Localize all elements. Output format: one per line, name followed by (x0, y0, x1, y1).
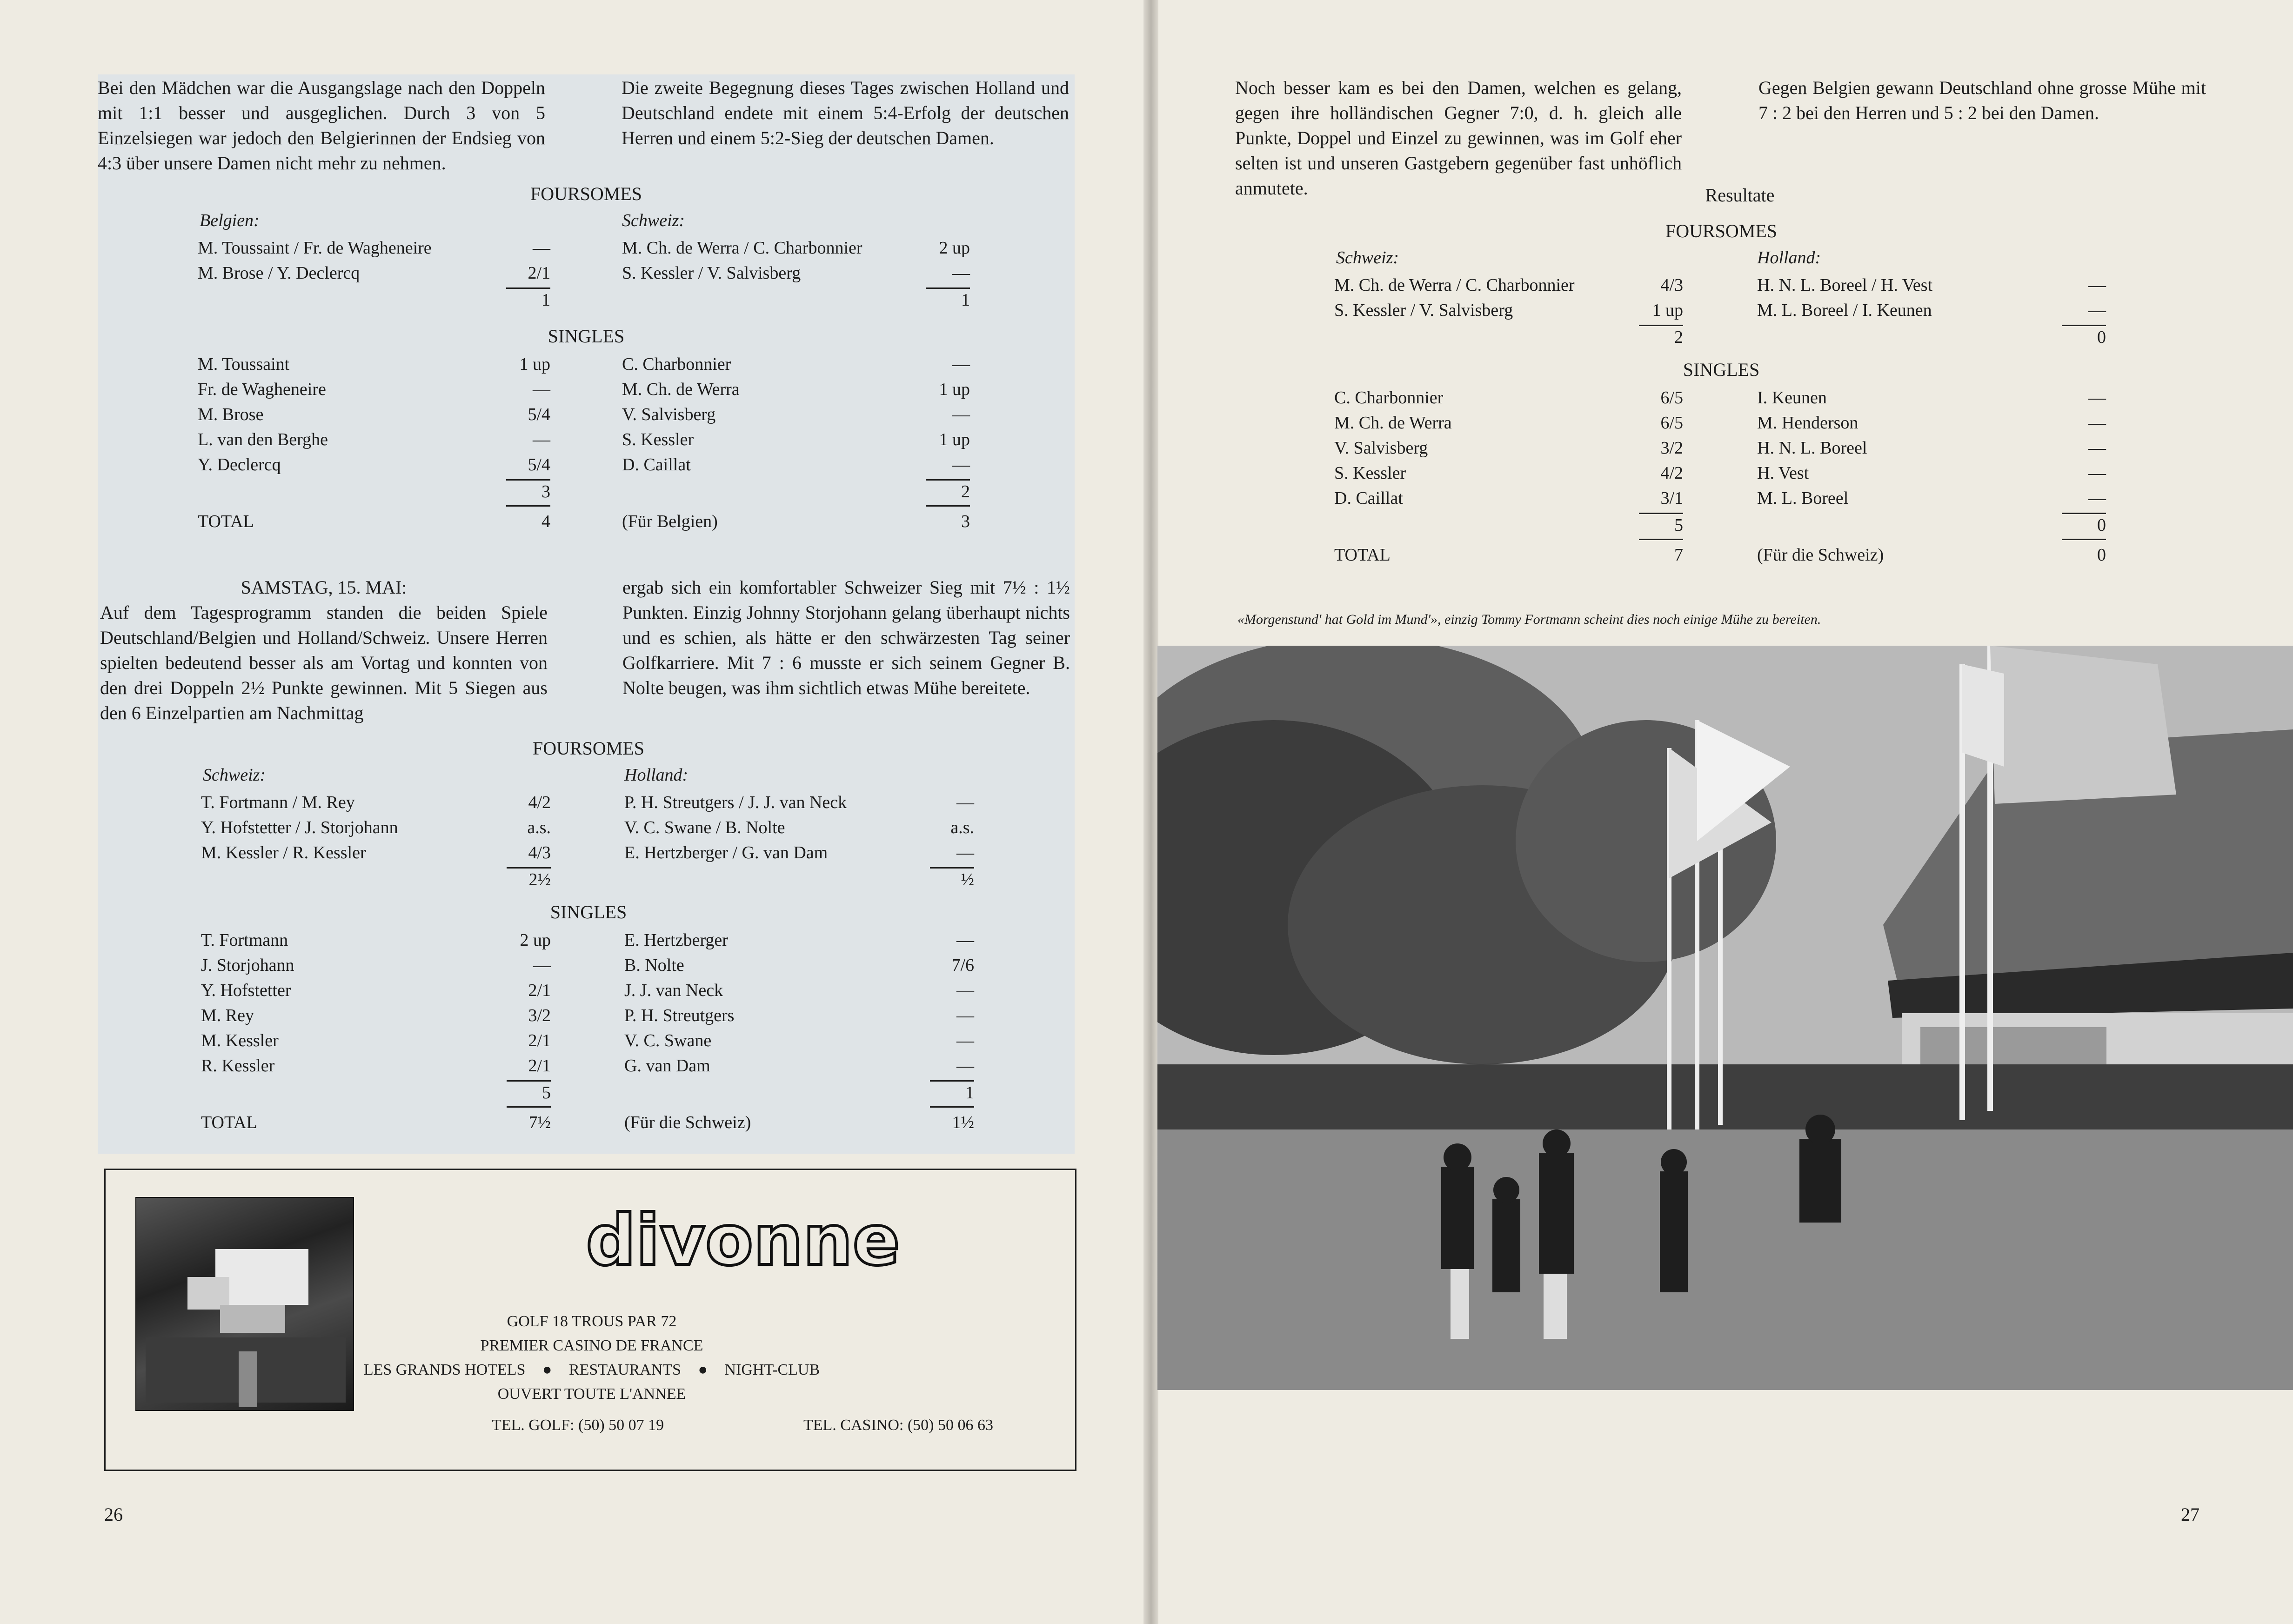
foursome-row-a (198, 261, 550, 286)
match-result: 2/1 (528, 1056, 551, 1076)
single-row-a (198, 452, 550, 477)
player-name: D. Caillat (622, 455, 691, 475)
single-row-b (622, 352, 970, 377)
total-value: 7½ (528, 1113, 551, 1132)
match-result: 6/5 (1660, 388, 1683, 408)
match-result: — (952, 455, 970, 475)
player-name: V. Salvisberg (1334, 438, 1428, 458)
team-b-label: Holland: (1757, 248, 1821, 267)
sum-value: 1 (961, 290, 970, 310)
sum-value: ½ (961, 870, 974, 889)
divonne-logo (580, 1188, 906, 1290)
match-result: — (533, 430, 550, 449)
foursome-row-a (1334, 298, 1683, 323)
match-result: — (2088, 488, 2106, 508)
player-name: Y. Declercq (198, 455, 281, 475)
intro-paragraph-girls: Bei den Mädchen war die Ausgangslage nach den Doppeln mit 1:1 besser und ausgeglichen. Durch 3 von 5 Einzelsiegen war jedoch den Belgierinnen der Endsieg von 4:3 über unsere Damen nicht mehr zu nehmen. (98, 77, 545, 174)
match-result: 2/1 (528, 1031, 551, 1050)
match-result: — (2088, 388, 2106, 408)
book-gutter (1143, 0, 1158, 1624)
single-row-a (201, 953, 551, 978)
match-result: — (952, 405, 970, 424)
match-result: — (533, 956, 551, 975)
match-result: 4/2 (1660, 463, 1683, 483)
sum-value: 5 (1674, 515, 1683, 535)
player-pair: E. Hertzberger / G. van Dam (624, 843, 828, 862)
single-row-a (198, 402, 550, 427)
single-row-a (1334, 461, 1683, 486)
single-row-b (622, 377, 970, 402)
divonne-advertisement (104, 1169, 1076, 1471)
match-result: — (956, 843, 974, 862)
foursomes-sum-b (1757, 325, 2106, 350)
single-row-b (1757, 486, 2106, 511)
total-label: TOTAL (201, 1113, 257, 1132)
match-result: — (956, 981, 974, 1000)
foursome-row-b (624, 815, 974, 840)
total-row-b (622, 509, 970, 534)
samstag-paragraph: Auf dem Tagesprogramm standen die beiden Spiele Deutschland/Belgien und Holland/Schweiz. Unsere Herren spielten bedeutend besser als am Vortag und konnten von den drei Doppeln 2½ Punkte gewinnen. Mit 5 Siegen aus den 6 Einzelpartien am Nachmittag (100, 602, 548, 723)
match-result: a.s. (527, 818, 551, 837)
ad-feature-hotels: LES GRANDS HOTELS (363, 1361, 526, 1378)
resultate-heading: Resultate (1705, 185, 1775, 206)
player-pair: H. N. L. Boreel / H. Vest (1757, 275, 1933, 295)
foursome-row-a (198, 235, 550, 261)
match-result: 4/2 (528, 793, 551, 812)
foursome-row-b (622, 235, 970, 261)
sum-value: 0 (2097, 515, 2106, 535)
total-value: 4 (541, 512, 550, 531)
team-a-label: Schweiz: (203, 765, 266, 785)
match-result: 1 up (939, 430, 970, 449)
single-row-b (622, 452, 970, 477)
player-name: M. Brose (198, 405, 264, 424)
player-pair: S. Kessler / V. Salvisberg (1334, 301, 1513, 320)
match-result: — (2088, 438, 2106, 458)
player-name: M. Ch. de Werra (1334, 413, 1452, 433)
single-row-a (201, 928, 551, 953)
intro-paragraph-second-match: Die zweite Begegnung dieses Tages zwischen Holland und Deutschland endete mit einem 5:4-Erfolg der deutschen Herren und einem 5:2-Sieg der deutschen Damen. (622, 77, 1069, 148)
total-label: TOTAL (198, 512, 254, 531)
sum-value: 2½ (528, 870, 551, 889)
foursomes-heading: FOURSOMES (530, 183, 642, 204)
single-row-a (1334, 435, 1683, 461)
player-name: M. Henderson (1757, 413, 1858, 433)
sum-value: 0 (2097, 327, 2106, 347)
match-result: 1 up (519, 354, 550, 374)
samstag-heading: SAMSTAG, 15. MAI: (241, 577, 407, 598)
match-result: 5/4 (528, 455, 550, 475)
match-result: 2 up (520, 930, 551, 950)
total-note: (Für die Schweiz) (624, 1113, 751, 1132)
match-result: — (956, 793, 974, 812)
single-row-a (201, 1053, 551, 1078)
player-name: D. Caillat (1334, 488, 1403, 508)
ad-feature-restaurants: RESTAURANTS (568, 1361, 681, 1378)
total-note: (Für Belgien) (622, 512, 718, 531)
foursomes-heading: FOURSOMES (532, 738, 645, 759)
sum-value: 5 (542, 1083, 551, 1103)
player-name: H. Vest (1757, 463, 1809, 483)
match-result: 4/3 (528, 843, 551, 862)
player-name: E. Hertzberger (624, 930, 728, 950)
sum-value: 2 (1674, 327, 1683, 347)
player-name: M. L. Boreel (1757, 488, 1849, 508)
total-row-b (624, 1110, 974, 1135)
total-rule-b (2062, 539, 2106, 540)
total-value: 0 (2097, 545, 2106, 565)
singles-sum-b (622, 479, 970, 504)
single-row-a (201, 1003, 551, 1028)
single-row-b (624, 1028, 974, 1053)
foursome-row-a (201, 790, 551, 815)
match-result: — (956, 1056, 974, 1076)
player-pair: M. Toussaint / Fr. de Wagheneire (198, 238, 432, 258)
singles-sum-b (1757, 513, 2106, 538)
player-pair: M. Brose / Y. Declercq (198, 263, 360, 283)
svg-text:divonne: divonne (586, 1200, 900, 1281)
player-name: C. Charbonnier (1334, 388, 1444, 408)
foursome-row-a (1334, 273, 1683, 298)
single-row-b (1757, 385, 2106, 410)
total-row-b (1757, 542, 2106, 568)
match-result: — (956, 1006, 974, 1025)
total-label: TOTAL (1334, 545, 1391, 565)
single-row-a (198, 352, 550, 377)
total-value: 7 (1674, 545, 1683, 565)
player-pair: M. Ch. de Werra / C. Charbonnier (1334, 275, 1575, 295)
match-result: 3/2 (1660, 438, 1683, 458)
match-result: 3/1 (1660, 488, 1683, 508)
single-row-b (1757, 410, 2106, 435)
single-row-a (1334, 410, 1683, 435)
foursome-row-b (622, 261, 970, 286)
sum-value: 1 (965, 1083, 974, 1103)
player-name: J. J. van Neck (624, 981, 723, 1000)
match-result: — (2088, 413, 2106, 433)
team-a-label: Belgien: (200, 211, 260, 230)
foursomes-heading: FOURSOMES (1665, 221, 1778, 241)
player-name: V. C. Swane (624, 1031, 712, 1050)
singles-sum-a (1334, 513, 1683, 538)
ad-feature-nightclub: NIGHT-CLUB (724, 1361, 820, 1378)
total-rule-b (930, 1106, 974, 1108)
player-name: G. van Dam (624, 1056, 710, 1076)
single-row-a (198, 377, 550, 402)
player-pair: V. C. Swane / B. Nolte (624, 818, 785, 837)
foursomes-sum-a (198, 287, 550, 313)
match-result: 2/1 (528, 981, 551, 1000)
player-name: L. van den Berghe (198, 430, 328, 449)
total-rule-a (507, 1106, 551, 1108)
total-rule-b (926, 505, 970, 507)
total-row-a (201, 1110, 551, 1135)
match-result: — (2088, 275, 2106, 295)
match-result: 1 up (1652, 301, 1683, 320)
golf-clubhouse-photo (1157, 646, 2293, 1390)
page-number-left: 26 (104, 1504, 123, 1525)
foursome-row-b (624, 790, 974, 815)
match-result: — (956, 930, 974, 950)
total-rule-a (1639, 539, 1683, 540)
total-value: 3 (961, 512, 970, 531)
player-name: Fr. de Wagheneire (198, 380, 326, 399)
player-pair: S. Kessler / V. Salvisberg (622, 263, 801, 283)
deutschland-belgien-paragraph: Gegen Belgien gewann Deutschland ohne grosse Mühe mit 7 : 2 bei den Herren und 5 : 2 bei den Damen. (1758, 77, 2206, 123)
player-name: R. Kessler (201, 1056, 275, 1076)
sum-value: 3 (541, 482, 550, 501)
match-result: — (952, 354, 970, 374)
player-name: Y. Hofstetter (201, 981, 291, 1000)
player-name: S. Kessler (1334, 463, 1406, 483)
singles-heading: SINGLES (1683, 359, 1760, 380)
total-note: (Für die Schweiz) (1757, 545, 1884, 565)
ad-tel-casino: TEL. CASINO: (50) 50 06 63 (803, 1417, 993, 1434)
foursome-row-b (624, 840, 974, 865)
ad-features-line: LES GRANDS HOTELS ● RESTAURANTS ● NIGHT-CLUB (363, 1361, 820, 1378)
singles-sum-b (624, 1080, 974, 1105)
foursome-row-a (201, 815, 551, 840)
player-name: T. Fortmann (201, 930, 288, 950)
single-row-b (624, 978, 974, 1003)
single-row-a (201, 978, 551, 1003)
player-name: M. Rey (201, 1006, 254, 1025)
match-result: — (952, 263, 970, 283)
player-name: V. Salvisberg (622, 405, 716, 424)
damen-paragraph: Noch besser kam es bei den Damen, welchen es gelang, gegen ihre holländischen Gegner 7:0, d. h. gleich alle Punkte, Doppel und Einzel zu gewinnen, was im Golf eher selten ist und unseren Gastgebern gegenüber fast unhöflich anmutete. (1235, 77, 1682, 199)
match-result: — (2088, 463, 2106, 483)
ad-tel-golf: TEL. GOLF: (50) 50 07 19 (492, 1417, 664, 1434)
single-row-a (198, 427, 550, 452)
single-row-a (1334, 486, 1683, 511)
single-row-b (624, 1053, 974, 1078)
player-name: C. Charbonnier (622, 354, 731, 374)
ad-casino-line: PREMIER CASINO DE FRANCE (480, 1337, 703, 1354)
match-result: — (533, 238, 550, 258)
foursomes-sum-a (1334, 325, 1683, 350)
match-result: — (533, 380, 550, 399)
match-result: 3/2 (528, 1006, 551, 1025)
singles-sum-a (201, 1080, 551, 1105)
ad-golf-line: GOLF 18 TROUS PAR 72 (507, 1313, 677, 1330)
match-result: 7/6 (951, 956, 974, 975)
player-name: M. Ch. de Werra (622, 380, 740, 399)
sum-value: 1 (541, 290, 550, 310)
player-name: I. Keunen (1757, 388, 1827, 408)
photo-caption: «Morgenstund' hat Gold im Mund'», einzig Tommy Fortmann scheint dies noch einige Mühe zu bereiten. (1237, 612, 1821, 627)
player-name: S. Kessler (622, 430, 694, 449)
foursome-row-a (201, 840, 551, 865)
player-pair: M. Ch. de Werra / C. Charbonnier (622, 238, 862, 258)
sum-value: 2 (961, 482, 970, 501)
single-row-b (622, 427, 970, 452)
match-result: a.s. (950, 818, 974, 837)
player-pair: M. Kessler / R. Kessler (201, 843, 366, 862)
total-rule-a (506, 505, 550, 507)
foursomes-sum-b (624, 867, 974, 892)
foursomes-sum-a (201, 867, 551, 892)
player-name: M. Kessler (201, 1031, 279, 1050)
foursomes-sum-b (622, 287, 970, 313)
player-pair: P. H. Streutgers / J. J. van Neck (624, 793, 847, 812)
foursome-row-b (1757, 298, 2106, 323)
match-result: 1 up (939, 380, 970, 399)
match-result: — (956, 1031, 974, 1050)
team-b-label: Schweiz: (622, 211, 685, 230)
samstag-paragraph-continued: ergab sich ein komfortabler Schweizer Sieg mit 7½ : 1½ Punkten. Einzig Johnny Storjohann gelang überhaupt nichts und es schien, als hätte er den schwärzesten Tag seiner Golfkarriere. Mit 7 : 6 musste er sich seinem Gegner B. Nolte beugen, was ihm sichtlich etwas Mühe bereitete. (622, 577, 1070, 698)
total-value: 1½ (952, 1113, 974, 1132)
page-number-right: 27 (2181, 1504, 2199, 1525)
single-row-b (624, 928, 974, 953)
total-row-a (198, 509, 550, 534)
total-row-a (1334, 542, 1683, 568)
foursome-row-b (1757, 273, 2106, 298)
team-b-label: Holland: (624, 765, 689, 785)
player-pair: T. Fortmann / M. Rey (201, 793, 355, 812)
player-name: P. H. Streutgers (624, 1006, 735, 1025)
player-pair: Y. Hofstetter / J. Storjohann (201, 818, 398, 837)
match-result: 2/1 (528, 263, 550, 283)
player-name: M. Toussaint (198, 354, 290, 374)
single-row-b (622, 402, 970, 427)
single-row-b (1757, 461, 2106, 486)
player-pair: M. L. Boreel / I. Keunen (1757, 301, 1932, 320)
singles-heading: SINGLES (548, 326, 625, 347)
single-row-a (201, 1028, 551, 1053)
player-name: B. Nolte (624, 956, 684, 975)
team-a-label: Schweiz: (1336, 248, 1399, 267)
single-row-b (624, 953, 974, 978)
player-name: J. Storjohann (201, 956, 294, 975)
ad-open-line: OUVERT TOUTE L'ANNEE (497, 1385, 686, 1403)
match-result: 2 up (939, 238, 970, 258)
single-row-b (1757, 435, 2106, 461)
singles-sum-a (198, 479, 550, 504)
match-result: 4/3 (1660, 275, 1683, 295)
singles-heading: SINGLES (550, 902, 627, 922)
player-name: H. N. L. Boreel (1757, 438, 1867, 458)
match-result: 5/4 (528, 405, 550, 424)
single-row-b (624, 1003, 974, 1028)
match-result: 6/5 (1660, 413, 1683, 433)
match-result: — (2088, 301, 2106, 320)
single-row-a (1334, 385, 1683, 410)
